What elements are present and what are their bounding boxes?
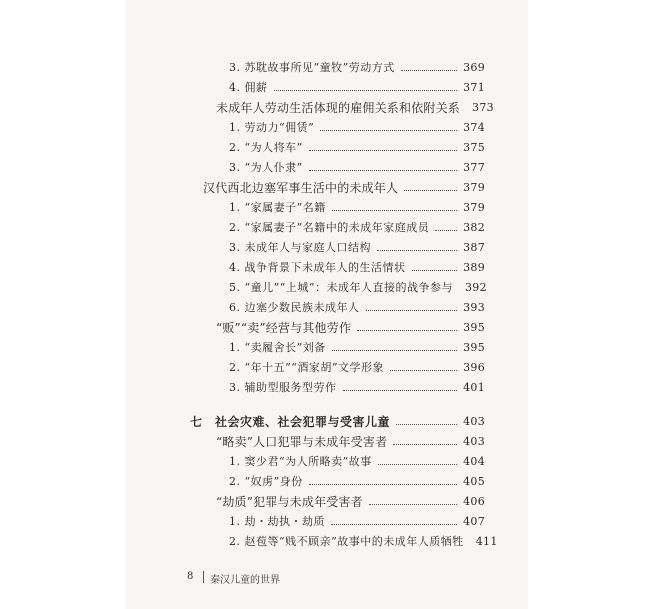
toc-entry-title: 2. “奴虏”身份 [229,475,303,488]
toc-entry [229,533,498,551]
leader-dots [357,330,457,331]
toc-entry-page: 395 [463,321,485,334]
toc-entry-page: 379 [463,201,485,214]
leader-dots [377,250,457,251]
toc-entry-page: 389 [463,261,485,274]
toc-entry-page: 396 [463,361,485,374]
toc-entry-title: 2. “年十五”“酒家胡”文学形象 [229,361,384,374]
toc-entry-page: 403 [463,415,485,428]
toc-entry [229,199,485,217]
toc-entry-page: 371 [463,81,485,94]
toc-section [216,99,494,117]
leader-dots [390,370,457,371]
toc-entry [229,59,485,77]
toc-entry-page: 395 [463,341,485,354]
toc-entry [229,159,485,177]
toc-entry-page: 401 [463,381,485,394]
toc-entry [229,259,485,277]
footer-divider [203,571,204,583]
toc-entry-page: 404 [463,455,485,468]
toc-entry-title: “略卖”人口犯罪与未成年受害者 [216,435,388,449]
leader-dots [378,464,457,465]
toc-entry [229,279,485,297]
leader-dots [401,70,457,71]
leader-dots [404,190,457,191]
toc-entry-title: 4. 战争背景下未成年人的生活情状 [229,261,406,274]
toc-entry [229,453,485,471]
toc-entry-title: 汉代西北边塞军事生活中的未成年人 [203,181,399,195]
toc-entry-page: 382 [463,221,485,234]
toc-entry-page: 369 [463,61,485,74]
toc-entry-page: 387 [463,241,485,254]
toc-entry-title: 3. “为人仆隶” [229,161,303,174]
toc-section [203,179,485,197]
toc-entry-page: 407 [463,515,485,528]
toc-entry-page: 373 [472,101,494,114]
page-footer [187,571,280,586]
toc-entry-title: 2. 赵苞等“贱不顾亲”故事中的未成年人质牺牲 [229,535,464,548]
toc-entry-title: 3. 苏耽故事所见“童牧”劳动方式 [229,61,395,74]
book-title: 秦汉儿童的世界 [210,575,280,586]
toc-entry [229,473,485,491]
toc-entry-title: 1. 劳动力“佣赁” [229,121,315,134]
toc-entry [229,359,485,377]
toc-entry-title: 5. “童儿”“上城”：未成年人直接的战争参与 [229,281,453,294]
toc-entry-title: “劫质”犯罪与未成年受害者 [216,495,363,509]
toc-chapter [190,413,485,431]
leader-dots [274,90,458,91]
leader-dots [331,524,457,525]
toc-entry-page: 403 [463,435,485,448]
leader-dots [332,210,457,211]
toc-entry-title: 6. 边塞少数民族未成年人 [229,301,360,314]
leader-dots [320,130,457,131]
toc-entry [229,119,485,137]
toc-entry-title: “贩”“卖”经营与其他劳作 [216,321,352,335]
leader-dots [412,270,458,271]
toc-entry-title: 3. 辅助型服务型劳作 [229,381,337,394]
toc-entry [229,219,485,237]
leader-dots [369,504,457,505]
toc-entry [229,339,485,357]
toc-entry-title: 3. 未成年人与家庭人口结构 [229,241,371,254]
toc-entry [229,513,485,531]
toc-entry-title: 七 社会灾难、社会犯罪与受害儿童 [190,415,391,429]
toc-entry [229,379,485,397]
page-number: 8 [187,571,194,582]
toc-entry-page: 377 [463,161,485,174]
toc-entry-title: 1. 窦少君“为人所略卖”故事 [229,455,372,468]
leader-dots [396,424,457,425]
toc-entry-page: 405 [463,475,485,488]
toc-entry-title: 4. 佣薪 [229,81,268,94]
toc-section [216,433,485,451]
toc-entry-title: 1. “家属妻子”名籍 [229,201,326,214]
leader-dots [332,350,457,351]
toc-entry [229,139,485,157]
toc-section [216,319,485,337]
leader-dots [366,310,458,311]
leader-dots [343,390,458,391]
toc-entry-page: 375 [463,141,485,154]
toc-entry-page: 406 [463,495,485,508]
toc-entry-page: 379 [463,181,485,194]
toc-entry-page: 411 [475,535,498,548]
toc-entry-title: 2. “为人将车” [229,141,303,154]
toc-entry [229,299,485,317]
leader-dots [435,230,457,231]
leader-dots [309,170,457,171]
toc-entry [229,79,485,97]
leader-dots [309,484,457,485]
toc-entry-page: 374 [463,121,485,134]
leader-dots [393,444,457,445]
toc-entry-title: 2. “家属妻子”名籍中的未成年家庭成员 [229,221,430,234]
toc-entry-title: 1. 劫・劫执・劫质 [229,515,325,528]
toc-entry-title: 未成年人劳动生活体现的雇佣关系和依附关系 [216,101,461,115]
leader-dots [309,150,457,151]
toc-entry-title: 1. “卖履舍长”刘备 [229,341,326,354]
toc-entry-page: 393 [463,301,485,314]
toc-entry [229,239,485,257]
toc-entry-page: 392 [465,281,487,294]
toc-section [216,493,485,511]
